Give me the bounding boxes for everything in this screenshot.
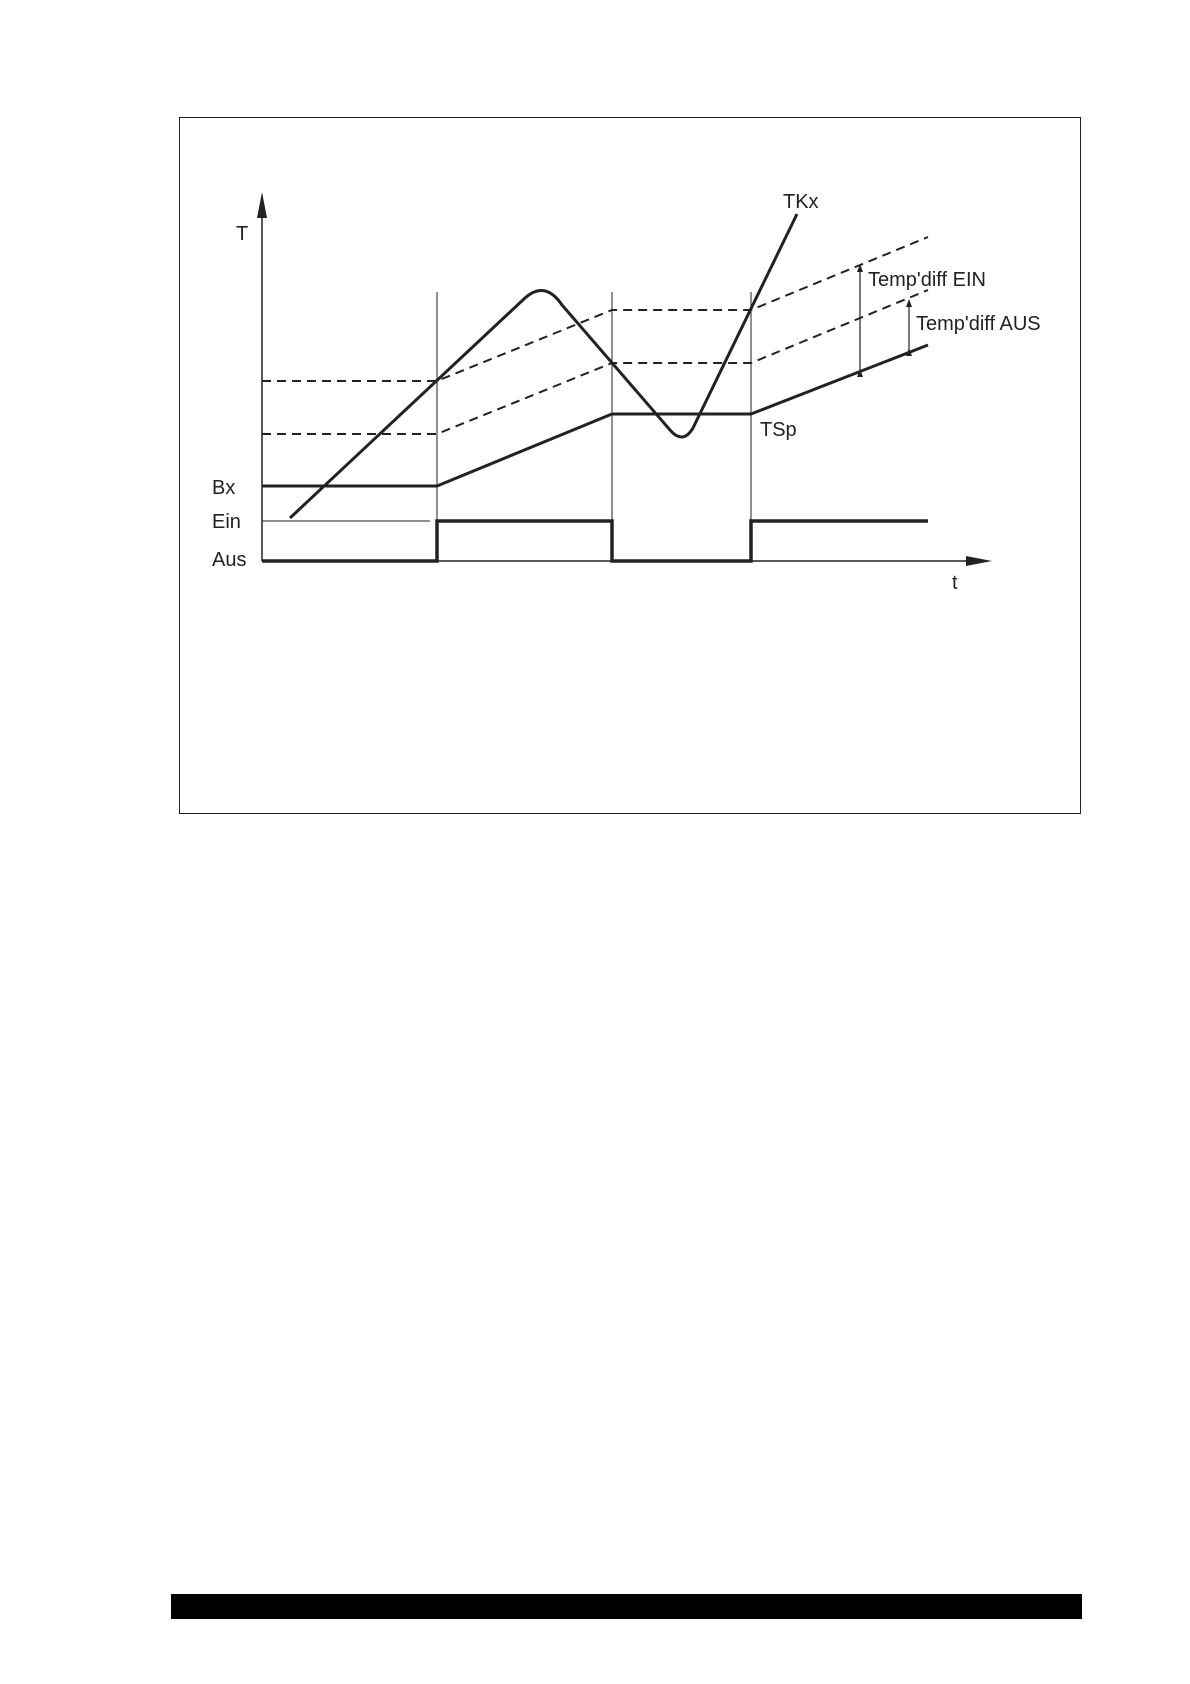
y-axis-arrowhead xyxy=(257,192,267,218)
aus-label: Aus xyxy=(212,549,247,571)
threshold-off-line xyxy=(262,290,928,434)
tsp-line xyxy=(262,345,928,486)
ein-label: Ein xyxy=(212,511,241,533)
x-axis-label: t xyxy=(952,572,958,594)
diff-off-label: Temp'diff AUS xyxy=(916,313,1041,335)
bx-label: Bx xyxy=(212,477,236,499)
tsp-label: TSp xyxy=(760,419,797,441)
tkx-label: TKx xyxy=(783,191,819,213)
x-axis-arrowhead xyxy=(966,556,992,566)
switch-output-line xyxy=(262,521,928,561)
diff-on-label: Temp'diff EIN xyxy=(868,269,986,291)
tkx-curve xyxy=(290,214,797,518)
threshold-on-line xyxy=(262,237,928,381)
y-axis-label: T xyxy=(236,223,249,245)
footer-bar xyxy=(171,1594,1082,1619)
